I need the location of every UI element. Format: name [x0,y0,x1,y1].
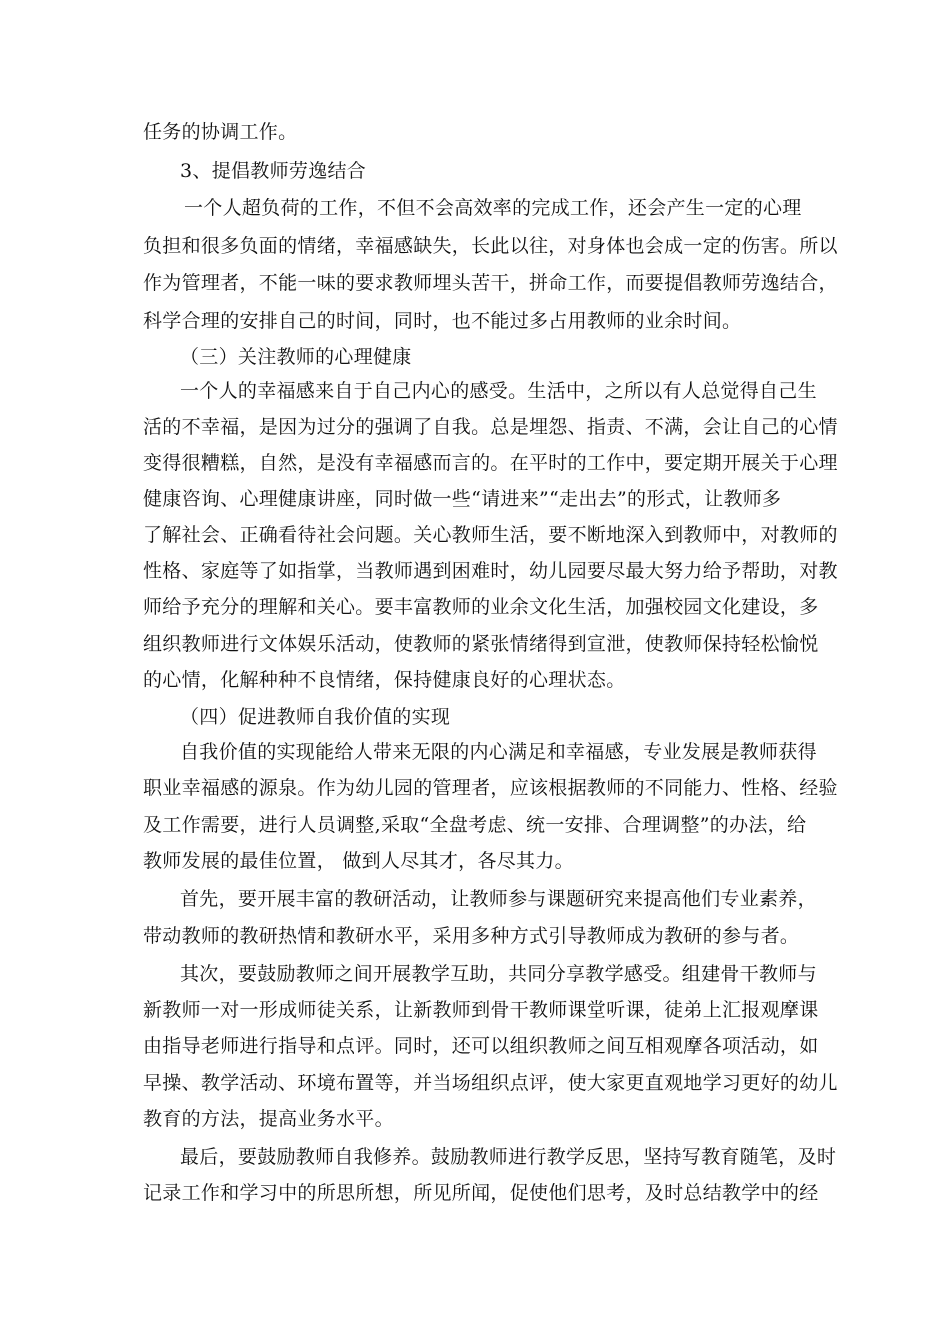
text-line: 师给予充分的理解和关心。要丰富教师的业余文化生活，加强校园文化建设，多 [143,596,819,618]
text-line: 的心情，化解种种不良情绪，保持健康良好的心理状态。 [143,669,626,691]
text-line: 自我价值的实现能给人带来无限的内心满足和幸福感，专业发展是教师获得 [180,741,817,763]
section-heading: 3、提倡教师劳逸结合 [180,160,367,182]
text-line: 首先，要开展丰富的教研活动，让教师参与课题研究来提高他们专业素养， [180,888,817,910]
text-line: 性格、家庭等了如指掌，当教师遇到困难时，幼儿园要尽最大努力给予帮助，对教 [143,560,838,582]
text-line: 最后，要鼓励教师自我修养。鼓励教师进行教学反思，坚持写教育随笔，及时 [180,1146,837,1168]
text-line: 作为管理者，不能一味的要求教师埋头苦干，拼命工作，而要提倡教师劳逸结合， [143,272,838,294]
text-line: 教育的方法，提高业务水平。 [143,1108,394,1130]
text-line: 由指导老师进行指导和点评。同时，还可以组织教师之间互相观摩各项活动，如 [143,1035,819,1057]
text-line: 带动教师的教研热情和教研水平，采用多种方式引导教师成为教研的参与者。 [143,925,800,947]
text-line: 教师发展的最佳位置， 做到人尽其才，各尽其力。 [143,850,574,872]
text-line: 新教师一对一形成师徒关系，让新教师到骨干教师课堂听课，徒弟上汇报观摩课 [143,999,819,1021]
text-line: 其次，要鼓励教师之间开展教学互助，共同分享教学感受。组建骨干教师与 [180,963,817,985]
text-line: 一个人超负荷的工作，不但不会高效率的完成工作，还会产生一定的心理 [184,197,802,219]
section-heading: （四）促进教师自我价值的实现 [180,706,451,728]
text-line: 组织教师进行文体娱乐活动，使教师的紧张情绪得到宣泄，使教师保持轻松愉悦 [143,633,819,655]
text-line: 了解社会、正确看待社会问题。关心教师生活，要不断地深入到教师中，对教师的 [143,524,838,546]
text-line: 职业幸福感的源泉。作为幼儿园的管理者，应该根据教师的不同能力、性格、经验 [143,777,838,799]
text-line: 负担和很多负面的情绪，幸福感缺失，长此以往，对身体也会成一定的伤害。所以 [143,235,838,257]
text-line: 变得很糟糕，自然，是没有幸福感而言的。在平时的工作中，要定期开展关于心理 [143,452,838,474]
text-line: 活的不幸福，是因为过分的强调了自我。总是埋怨、指责、不满，会让自己的心情 [143,416,838,438]
text-line: 一个人的幸福感来自于自己内心的感受。生活中，之所以有人总觉得自己生 [180,380,817,402]
text-line: 任务的协调工作。 [143,121,298,143]
text-line: 及工作需要，进行人员调整,采取“全盘考虑、统一安排、合理调整”的办法，给 [143,814,807,836]
text-line: 记录工作和学习中的所思所想，所见所闻，促使他们思考，及时总结教学中的经 [143,1182,819,1204]
section-heading: （三）关注教师的心理健康 [180,346,412,368]
text-line: 早操、教学活动、环境布置等，并当场组织点评，使大家更直观地学习更好的幼儿 [143,1072,838,1094]
text-line: 科学合理的安排自己的时间，同时，也不能过多占用教师的业余时间。 [143,310,742,332]
text-line: 健康咨询、心理健康讲座，同时做一些“请进来”“走出去”的形式，让教师多 [143,488,782,510]
